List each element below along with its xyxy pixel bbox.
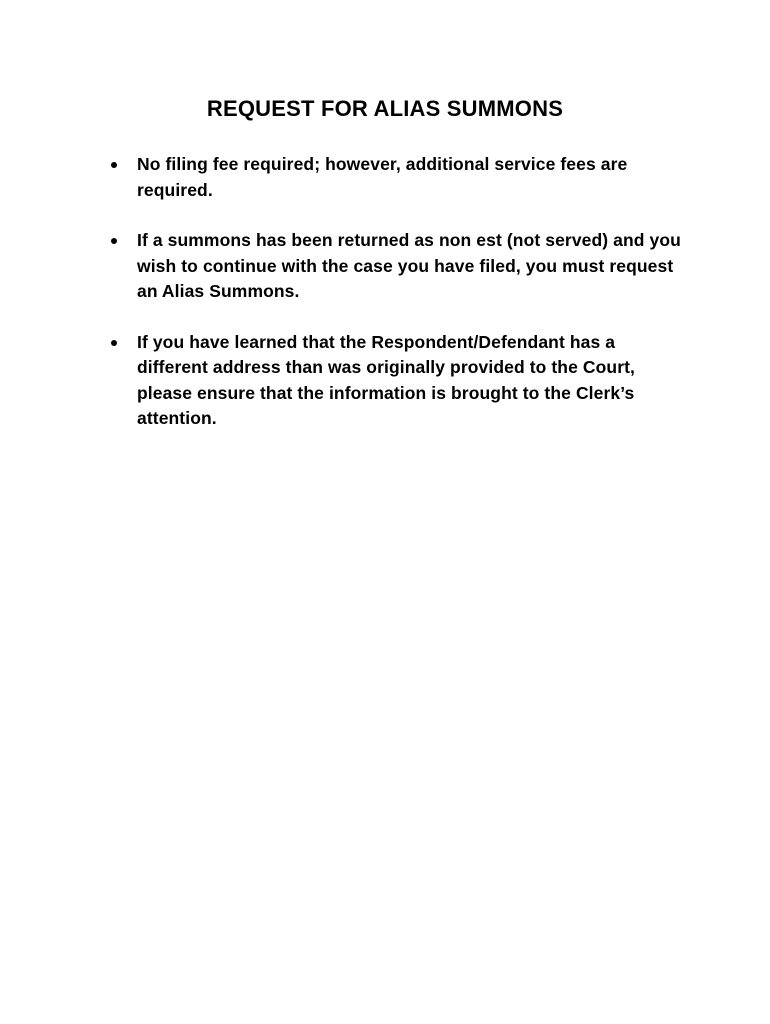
list-item-text: If a summons has been returned as non est (not served) and you wish to continue with the case you have filed, you must request an Alias Summons. (137, 230, 681, 301)
list-item-text: If you have learned that the Respondent/Defendant has a different address than was originally provided to the Court, please ensure that the information is brought to the Clerk’s attention. (137, 331, 636, 428)
list-item-text: No filing fee required; however, additional service fees are required. (137, 154, 628, 200)
list-item (108, 330, 688, 432)
bullet-icon (111, 162, 117, 168)
bullet-icon (111, 340, 117, 346)
document-title: REQUEST FOR ALIAS SUMMONS (206, 96, 564, 121)
instruction-list (108, 152, 688, 457)
bullet-icon (111, 238, 117, 244)
list-item (108, 228, 688, 305)
list-item (108, 152, 688, 203)
